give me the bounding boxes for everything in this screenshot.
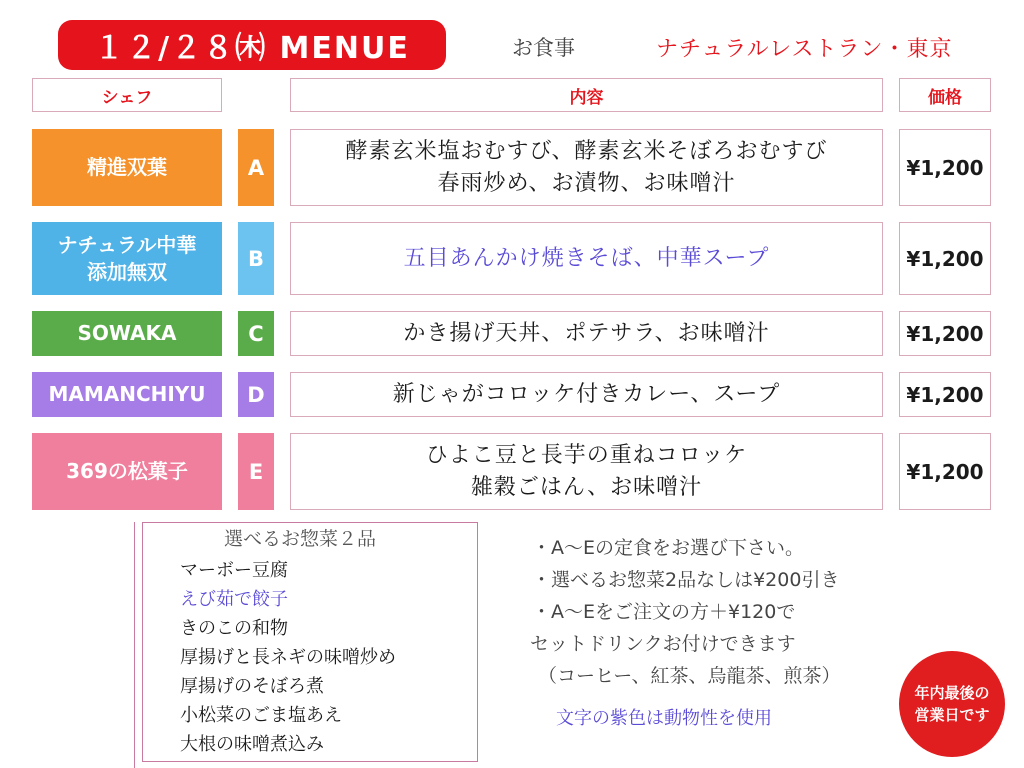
side-dish-divider	[134, 522, 135, 768]
chef-label	[32, 129, 222, 206]
menu-content	[290, 311, 883, 356]
chef-name: SOWAKA	[77, 321, 177, 345]
menu-price: ¥1,200	[899, 433, 991, 510]
menu-price: ¥1,200	[899, 311, 991, 356]
side-dish-title: 選べるお惣菜２品	[223, 528, 376, 550]
last-business-day-stamp	[899, 651, 1005, 757]
order-notes	[530, 532, 840, 692]
side-dish-item: 小松菜のごま塩あえ	[180, 705, 342, 726]
restaurant-name: ナチュラルレストラン・東京	[656, 37, 953, 62]
chef-name: 精進双葉	[87, 155, 167, 179]
animal-product-note: 文字の紫色は動物性を使用	[556, 708, 772, 729]
menu-content	[290, 372, 883, 417]
menu-content-line: 新じゃがコロッケ付きカレー、スープ	[392, 381, 781, 407]
column-header-content: 内容	[290, 78, 883, 112]
menu-content	[290, 222, 883, 295]
menu-content-line: 酵素玄米塩おむすび、酵素玄米そぼろおむすび	[345, 138, 828, 164]
note-line: ・A～Eの定食をお選び下さい。	[532, 537, 805, 559]
menu-content-line: 春雨炒め、お漬物、お味噌汁	[437, 170, 736, 196]
chef-label	[32, 433, 222, 510]
menu-price: ¥1,200	[899, 222, 991, 295]
set-letter: A	[238, 129, 274, 206]
set-letter: E	[238, 433, 274, 510]
note-line: （コーヒー、紅茶、烏龍茶、煎茶）	[538, 665, 841, 687]
menu-content	[290, 433, 883, 510]
meal-label: お食事	[512, 36, 575, 60]
menu-price: ¥1,200	[899, 372, 991, 417]
menu-content-line: ひよこ豆と長芋の重ねコロッケ	[425, 442, 748, 468]
side-dish-item: 大根の味噌煮込み	[180, 734, 324, 755]
side-dish-item: 厚揚げと長ネギの味噌炒め	[180, 647, 396, 668]
chef-label	[32, 372, 222, 417]
side-dish-item: マーボー豆腐	[180, 560, 288, 581]
note-line: ・A～Eをご注文の方＋¥120で	[532, 601, 796, 623]
side-dish-item: きのこの和物	[180, 618, 288, 639]
set-letter: C	[238, 311, 274, 356]
column-header-chef: シェフ	[32, 78, 222, 112]
note-line: セットドリンクお付けできます	[530, 633, 796, 655]
menu-content-line: かき揚げ天丼、ポテサラ、お味噌汁	[403, 320, 770, 346]
set-letter: D	[238, 372, 274, 417]
chef-label	[32, 311, 222, 356]
stamp-line: 年内最後の	[914, 683, 990, 702]
side-dish-list	[180, 556, 396, 759]
chef-name: MAMANCHIYU	[48, 382, 206, 406]
menu-content-line: 五目あんかけ焼きそば、中華スープ	[403, 245, 770, 271]
side-dish-item: 厚揚げのそぼろ煮	[180, 676, 324, 697]
menu-content	[290, 129, 883, 206]
chef-name: ナチュラル中華	[57, 232, 197, 257]
menu-content-line: 雑穀ごはん、お味噌汁	[470, 474, 703, 500]
chef-name-sub: 添加無双	[87, 259, 167, 284]
column-header-price: 価格	[899, 78, 991, 112]
menu-price: ¥1,200	[899, 129, 991, 206]
set-letter: B	[238, 222, 274, 295]
chef-name: 369の松菓子	[66, 459, 188, 483]
note-line: ・選べるお惣菜2品なしは¥200引き	[532, 569, 840, 591]
side-dish-item: えび茹で餃子	[180, 589, 288, 610]
chef-label	[32, 222, 222, 295]
date-menu-badge: １２/２８㈭ MENUE	[58, 20, 446, 70]
stamp-line: 営業日です	[914, 706, 990, 724]
